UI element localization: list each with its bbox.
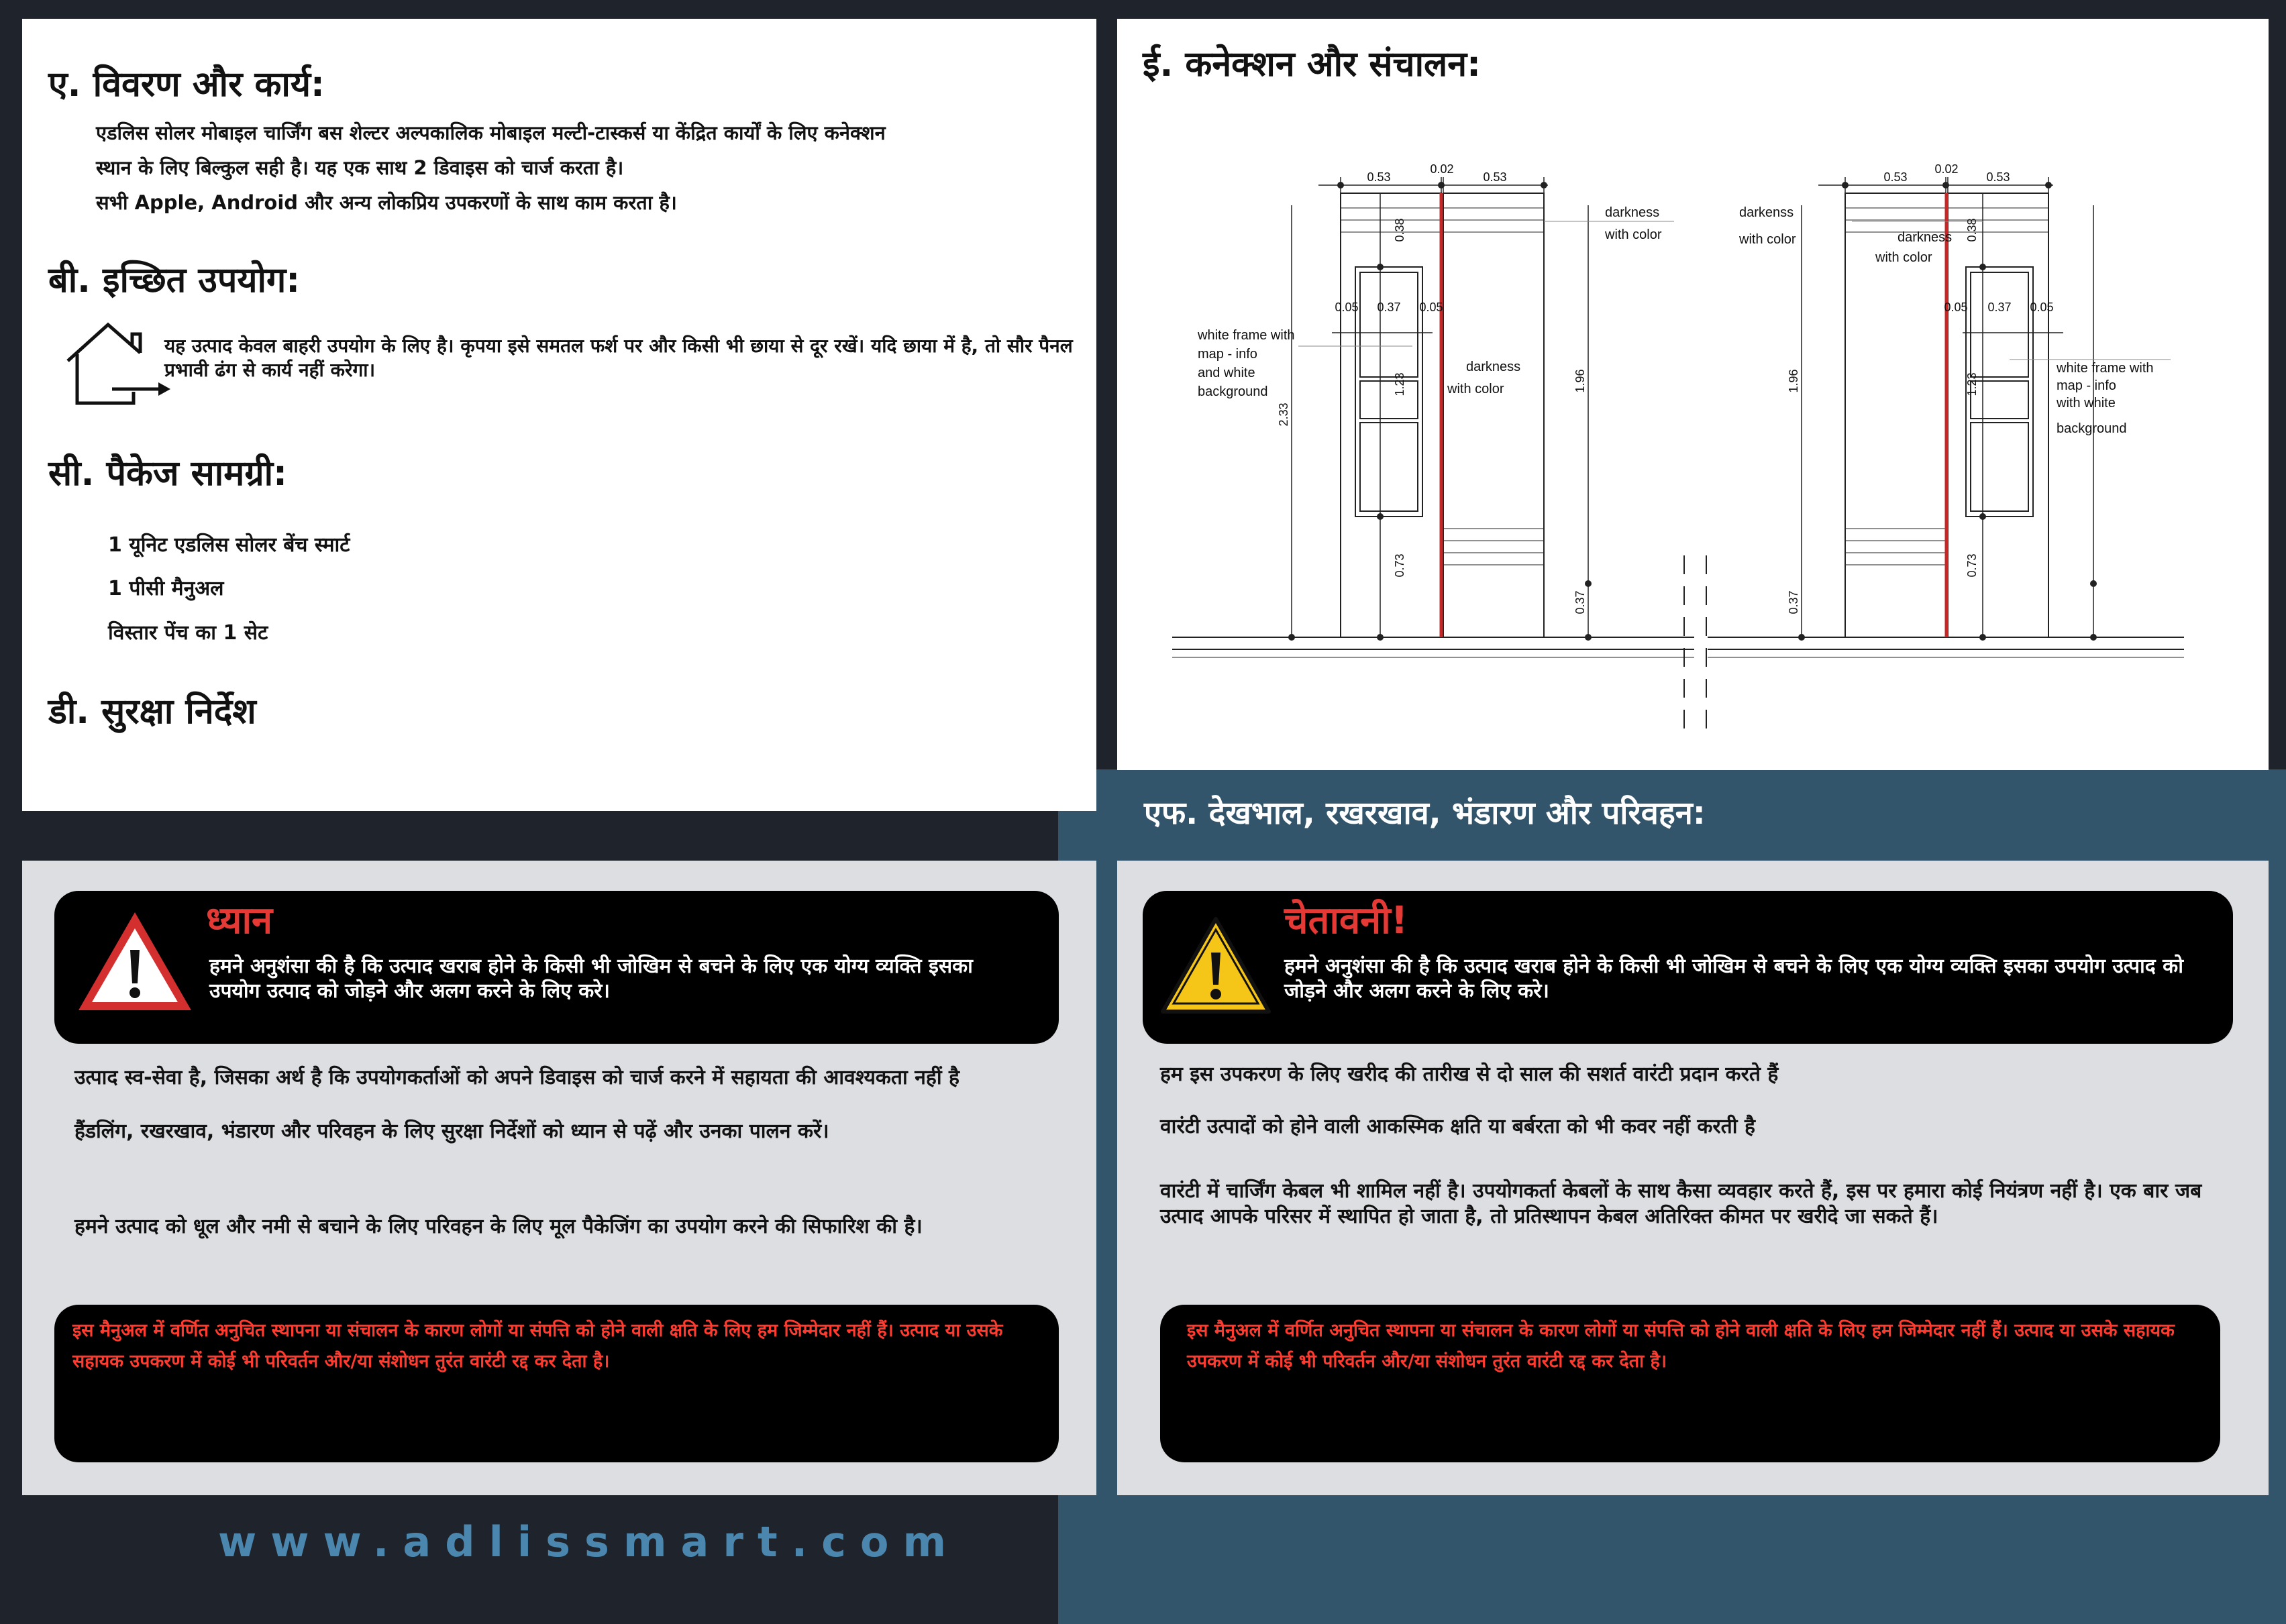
right-disclaimer-box xyxy=(1160,1305,2220,1462)
drawing-label: map - info xyxy=(1198,347,1257,362)
dim-label: 0.05 xyxy=(1419,301,1443,314)
dim-label: 1.23 xyxy=(1393,372,1406,396)
care-panel-left xyxy=(22,861,1096,1495)
drawing-label: background xyxy=(1198,384,1268,399)
dim-label: 0.53 xyxy=(1986,170,2010,184)
section-a-line3: सभी Apple, Android और अन्य लोकप्रिय उपकरणों के साथ काम करता है। xyxy=(96,191,677,214)
left-disclaimer-box xyxy=(54,1305,1059,1462)
dim-label: 0.05 xyxy=(1944,301,1968,314)
section-f-heading: एफ. देखभाल, रखरखाव, भंडारण और परिवहन: xyxy=(1144,795,1706,832)
drawing-label: white frame with xyxy=(1198,328,1295,343)
drawing-label: with color xyxy=(1875,250,1932,265)
package-item: 1 पीसी मैनुअल xyxy=(108,577,224,600)
drawing-label: with color xyxy=(1739,232,1796,247)
dim-label: 0.38 xyxy=(1393,218,1406,242)
dim-label: 0.53 xyxy=(1883,170,1908,184)
dim-label: 1.96 xyxy=(1787,369,1800,393)
left-body-p1: उत्पाद स्व-सेवा है, जिसका अर्थ है कि उपयोगकर्ताओं को अपने डिवाइस को चार्ज करने में सहायता की आवश्यकता नहीं है xyxy=(74,1066,959,1089)
drawing-label: with color xyxy=(1605,227,1662,242)
connection-panel xyxy=(1117,19,2269,770)
care-panel-right xyxy=(1117,861,2269,1495)
dim-label: 0.02 xyxy=(1934,162,1959,176)
website-link[interactable]: www.adlissmart.com xyxy=(218,1517,961,1566)
warning-text: हमने अनुशंसा की है कि उत्पाद खराब होने के किसी भी जोखिम से बचने के लिए एक योग्य व्यक्ति इसका उपयोग उत्पाद को जोड़ने और अलग करने के लिए करे। xyxy=(1284,955,2183,1003)
section-e-heading: ई. कनेक्शन और संचालन: xyxy=(1143,44,1481,85)
warning-box xyxy=(1143,891,2233,1044)
dim-label: 0.37 xyxy=(1573,590,1587,614)
section-a-heading: ए. विवरण और कार्य: xyxy=(48,64,325,105)
left-disclaimer: इस मैनुअल में वर्णित अनुचित स्थापना या संचालन के कारण लोगों या संपत्ति को होने वाली क्षति के लिए हम जिम्मेदार नहीं हैं। उत्पाद या उसके सहायक उपकरण में कोई भी परिवर्तन और/या संशोधन तुरंत वारंटी रद्द कर देता है। xyxy=(72,1320,1003,1372)
drawing-label: with color xyxy=(1447,382,1504,396)
dim-label: 0.38 xyxy=(1965,218,1979,242)
drawing-label: darkness xyxy=(1466,360,1521,374)
section-d-heading: डी. सुरक्षा निर्देश xyxy=(48,692,256,732)
drawing-label: darkness xyxy=(1898,230,1953,245)
section-c-heading: सी. पैकेज सामग्री: xyxy=(48,453,287,494)
left-body-p3: हमने उत्पाद को धूल और नमी से बचाने के लिए परिवहन के लिए मूल पैकेजिंग का उपयोग करने की सिफारिश की है। xyxy=(74,1215,923,1238)
dim-label: 0.53 xyxy=(1367,170,1391,184)
dim-label: 1.96 xyxy=(1573,369,1587,393)
dim-label: 2.33 xyxy=(1277,402,1290,427)
right-body-p3: वारंटी में चार्जिंग केबल भी शामिल नहीं है। उपयोगकर्ता केबलों के साथ कैसा व्यवहार करते हैं, इस पर हमारा कोई नियंत्रण नहीं है। एक बार जब उत्पाद आपके परिसर में स्थापित हो जाता है, तो प्रतिस्थापन केबल अतिरिक्त कीमत पर खरीदे जा सकते हैं। xyxy=(1160,1179,2202,1228)
dim-label: 0.37 xyxy=(1787,590,1800,614)
dim-label: 0.73 xyxy=(1965,553,1979,578)
technical-drawing xyxy=(1117,19,2269,770)
dim-label: 0.37 xyxy=(1377,301,1401,314)
section-b-text: यह उत्पाद केवल बाहरी उपयोग के लिए है। कृपया इसे समतल फर्श पर और किसी भी छाया से दूर रखें। यदि छाया में है, तो सौर पैनल प्रभावी ढंग से कार्य नहीं करेगा। xyxy=(164,335,1073,381)
drawing-label: darkness xyxy=(1605,205,1660,220)
dim-label: 0.02 xyxy=(1430,162,1454,176)
drawing-label: darkenss xyxy=(1739,205,1794,220)
section-b-heading: बी. इच्छित उपयोग: xyxy=(48,260,301,301)
warning-red-icon xyxy=(74,908,195,1016)
attention-box xyxy=(54,891,1059,1044)
drawing-label: background xyxy=(2057,421,2127,436)
house-arrow-icon xyxy=(61,319,172,410)
instructions-panel xyxy=(22,19,1096,811)
right-body-p2: वारंटी उत्पादों को होने वाली आकस्मिक क्षति या बर्बरता को भी कवर नहीं करती है xyxy=(1160,1115,1755,1138)
dim-label: 0.05 xyxy=(1335,301,1359,314)
right-body-p1: हम इस उपकरण के लिए खरीद की तारीख से दो साल की सशर्त वारंटी प्रदान करते हैं xyxy=(1160,1063,1779,1086)
drawing-label: and white xyxy=(1198,366,1255,380)
dim-label: 0.53 xyxy=(1483,170,1507,184)
section-a-line2: स्थान के लिए बिल्कुल सही है। यह एक साथ 2 डिवाइस को चार्ज करता है। xyxy=(96,156,624,179)
dim-label: 0.37 xyxy=(1987,301,2012,314)
dim-label: 0.05 xyxy=(2030,301,2054,314)
attention-text: हमने अनुशंसा की है कि उत्पाद खराब होने के किसी भी जोखिम से बचने के लिए एक योग्य व्यक्ति इसका उपयोग उत्पाद को जोड़ने और अलग करने के लिए करे। xyxy=(209,955,973,1003)
warning-yellow-icon xyxy=(1159,915,1273,1016)
attention-title: ध्यान xyxy=(206,899,273,942)
dim-label: 0.73 xyxy=(1393,553,1406,578)
drawing-label: with white xyxy=(2057,396,2116,411)
drawing-label: white frame with xyxy=(2057,361,2154,376)
warning-title: चेतावनी! xyxy=(1284,899,1408,942)
dim-label: 1.23 xyxy=(1965,372,1979,396)
left-body-p2: हैंडलिंग, रखरखाव, भंडारण और परिवहन के लिए सुरक्षा निर्देशों को ध्यान से पढ़ें और उनका पालन करें। xyxy=(74,1120,829,1143)
section-a-line1: एडलिस सोलर मोबाइल चार्जिंग बस शेल्टर अल्पकालिक मोबाइल मल्टी-टास्कर्स या केंद्रित कार्यों के लिए कनेक्शन xyxy=(96,121,886,144)
package-item: 1 यूनिट एडलिस सोलर बेंच स्मार्ट xyxy=(108,533,350,557)
right-disclaimer: इस मैनुअल में वर्णित अनुचित स्थापना या संचालन के कारण लोगों या संपत्ति को होने वाली क्षति के लिए हम जिम्मेदार नहीं हैं। उत्पाद या उसके सहायक उपकरण में कोई भी परिवर्तन और/या संशोधन तुरंत वारंटी रद्द कर देता है। xyxy=(1187,1320,2175,1372)
package-item: विस्तार पेंच का 1 सेट xyxy=(108,621,268,645)
drawing-label: map - info xyxy=(2057,378,2116,393)
